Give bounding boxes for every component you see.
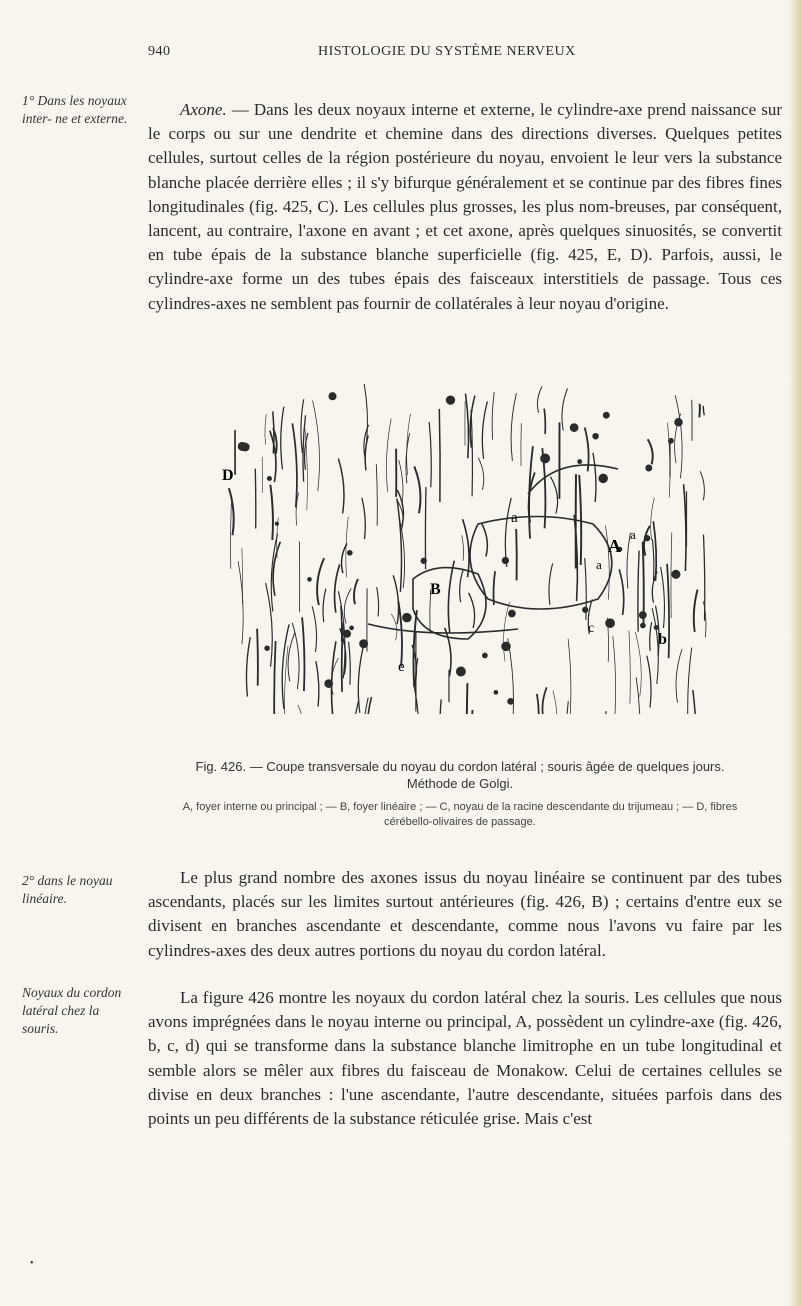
fiber-stroke — [471, 410, 472, 497]
fiber-stroke — [469, 593, 475, 628]
cell-body — [348, 551, 353, 556]
fiber-stroke — [349, 642, 351, 685]
fiber-stroke — [650, 622, 652, 651]
fiber-stroke — [629, 631, 630, 704]
label-D: D — [222, 467, 234, 484]
fiber-stroke — [505, 498, 511, 567]
fiber-stroke — [668, 423, 671, 498]
fiber-stroke — [516, 529, 517, 580]
cell-body — [267, 477, 271, 481]
fiber-stroke — [246, 637, 250, 697]
fiber-stroke — [338, 459, 344, 514]
fiber-stroke — [425, 487, 426, 569]
paragraph-noyau-lineaire: Le plus grand nombre des axones issus du noyau linéaire se continuent par des tubes ascendants, placés sur les limites surtout antérieures (fig. 426, B) ; certains d'entre eux se divisent en branches ascendante et descendante, comme nous l'avons vu faire par les cylindres-axes des deux autres portions du noyau du cordon latéral. — [148, 868, 782, 960]
fiber-stroke — [445, 628, 451, 677]
cell-body — [541, 454, 550, 463]
fiber-stroke — [504, 602, 510, 661]
fiber-stroke — [342, 622, 344, 691]
fiber-stroke — [579, 475, 581, 565]
cell-body — [457, 667, 466, 676]
cell-body — [646, 465, 652, 471]
fiber-stroke — [270, 485, 273, 540]
margin-bullet-icon: • — [30, 1258, 34, 1269]
running-title: HISTOLOGIE DU SYSTÈME NERVEUX — [318, 44, 576, 59]
cell-body — [325, 680, 333, 688]
fiber-stroke — [460, 569, 464, 602]
fiber-stroke — [257, 629, 258, 686]
page-edge — [789, 0, 801, 1306]
label-a-1: a — [511, 510, 518, 526]
fiber-stroke — [270, 431, 276, 482]
fiber-stroke — [551, 477, 558, 514]
fiber-stroke — [397, 499, 402, 592]
fiber-stroke — [688, 648, 692, 734]
fiber-stroke — [562, 388, 568, 430]
fiber-stroke — [429, 422, 431, 488]
fiber-stroke — [365, 436, 368, 471]
label-c: c — [588, 621, 595, 636]
cell-body — [593, 434, 598, 439]
cell-body — [606, 619, 615, 628]
fiber-stroke — [542, 687, 546, 719]
fiber-stroke — [292, 423, 297, 507]
fiber-stroke — [354, 701, 359, 734]
fiber-stroke — [676, 649, 682, 703]
cell-body — [248, 399, 257, 408]
margin-note-3: Noyaux du cordon latéral chez la souris. — [22, 985, 122, 1036]
fiber-stroke — [414, 466, 420, 513]
fiber-stroke — [544, 409, 545, 434]
fiber-stroke — [313, 401, 320, 492]
fiber-stroke — [698, 386, 700, 418]
cell-body — [639, 612, 646, 619]
margin-note-2: 2° dans le noyau linéaire. — [22, 873, 113, 906]
fiber-stroke — [274, 641, 275, 731]
nerve-fibers — [229, 384, 707, 734]
fiber-stroke — [467, 683, 468, 734]
cell-body — [265, 646, 269, 650]
cell-body — [599, 474, 607, 482]
cell-body — [421, 558, 426, 563]
fiber-stroke — [472, 710, 473, 734]
fiber-stroke — [298, 705, 303, 734]
cell-body — [509, 610, 516, 617]
fiber-stroke — [613, 636, 616, 717]
cell-body — [350, 626, 354, 630]
cell-body — [446, 396, 454, 404]
fiber-stroke — [593, 453, 596, 502]
label-B: B — [430, 581, 441, 598]
cell-body — [238, 442, 246, 450]
fiber-stroke — [439, 409, 440, 502]
fiber-stroke — [377, 587, 379, 616]
page-header — [0, 44, 801, 64]
fiber-stroke — [619, 569, 624, 615]
fiber-stroke — [700, 471, 704, 500]
cell-body — [344, 630, 351, 637]
fiber-stroke — [376, 464, 377, 525]
fiber-stroke — [362, 498, 365, 539]
label-b: b — [658, 631, 667, 648]
fiber-stroke — [693, 690, 697, 734]
fiber-stroke — [358, 642, 364, 713]
fiber-stroke — [466, 394, 469, 459]
label-A: A — [608, 536, 621, 556]
fiber-stroke — [478, 458, 483, 490]
cell-body — [669, 438, 674, 443]
fiber-stroke — [288, 632, 295, 681]
fiber-stroke — [549, 563, 553, 604]
paragraph-cordon-lateral: La figure 426 montre les noyaux du cordon latéral chez la souris. Les cellules que nous avons imprégnées dans le noyau interne ou principal, A, possèdent un cylindre-axe (fig. 426, b, c, d) qui se transforme dans la substance blanche limitrophe en un tube longitudinal et semble alors se mêler aux fibres du faisceau de Monakow. Celui de certaines cellules se divise en deux branches : l'une ascendante, l'autre descendante, situées parfois dans des points un peu différents de la substance réticulée grise. Mais c'est — [148, 988, 782, 1129]
cell-body — [641, 623, 646, 628]
cell-body — [570, 424, 578, 432]
fiber-stroke — [242, 548, 243, 604]
cell-body — [578, 460, 582, 464]
cell-body — [308, 578, 312, 582]
fiber-stroke — [312, 606, 316, 652]
cell-body — [645, 536, 650, 541]
cell-body — [583, 607, 588, 612]
cell-body — [483, 653, 488, 658]
fiber-stroke — [492, 392, 494, 440]
cell-body — [603, 412, 609, 418]
cell-body — [508, 699, 514, 705]
paragraph-axone-text: — Dans les deux noyaux interne et externe, le cylindre-axe prend naissance sur le corps ou sur une dendrite et chemine dans des directions diverses. Quelques petites cellules, surtout celles de la région postérieure du noyau, envoient le leur vers la substance blanche placée derrière elles ; il s'y bifurque généralement et se continue par des fibres fines longitudinales (fig. 425, C). Les cellules plus grosses, les plus nom-breuses, par conséquent, lancent, au contraire, l'axone en avant ; et cet axone, après quelques sinuosités, se convertit en tube épais de la substance blanche superficielle (fig. 425, E, D). Parfois, aussi, le cylindre-axe forme un des tubes épais des faisceaux interstitiels de passage. Tous ces cylindres-axes ne semblent pas fournir de collatérales à leur noyau d'origine. — [148, 100, 782, 313]
fiber-stroke — [386, 419, 391, 492]
cell-body — [675, 419, 682, 426]
cell-body — [502, 557, 508, 563]
fiber-stroke — [636, 677, 640, 734]
fiber-stroke — [317, 558, 324, 605]
fiber-stroke — [406, 433, 410, 483]
paragraph-axone — [148, 98, 782, 316]
fiber-stroke — [285, 646, 288, 734]
fiber-stroke — [393, 575, 398, 624]
fiber-stroke — [316, 661, 319, 707]
fiber-stroke — [462, 535, 464, 560]
fiber-stroke — [354, 579, 358, 604]
cell-body — [360, 640, 368, 648]
fiber-stroke — [667, 564, 669, 658]
fiber-stroke — [661, 567, 665, 628]
fiber-stroke — [566, 701, 568, 734]
fiber-stroke — [332, 641, 336, 715]
fiber-stroke — [647, 656, 651, 708]
fiber-stroke — [675, 395, 682, 478]
fiber-stroke — [482, 401, 487, 458]
fiber-stroke — [703, 389, 707, 416]
cell-body — [494, 691, 498, 695]
page-number: 940 — [148, 44, 171, 59]
fiber-stroke — [335, 565, 340, 613]
figure-426 — [198, 374, 718, 734]
fiber-stroke — [638, 551, 639, 632]
fiber-stroke — [362, 698, 368, 734]
fiber-stroke — [440, 699, 441, 734]
fiber-stroke — [511, 393, 516, 461]
fiber-stroke — [692, 387, 693, 441]
fiber-stroke — [494, 571, 496, 605]
cell-body — [275, 522, 278, 525]
figure-caption: Fig. 426. — Coupe transversale du noyau du cordon latéral ; souris âgée de quelques jours. Méthode de Golgi. — [195, 759, 725, 791]
fiber-stroke — [553, 691, 557, 729]
paragraph-lead: Axone. — [180, 100, 227, 119]
fiber-stroke — [265, 407, 268, 445]
fiber-stroke — [508, 638, 514, 731]
fiber-stroke — [448, 561, 454, 633]
cell-body — [403, 613, 411, 621]
fiber-stroke — [391, 614, 397, 641]
histology-drawing — [198, 374, 718, 734]
cell-body — [672, 570, 680, 578]
cell-body — [502, 642, 510, 650]
fiber-stroke — [652, 539, 654, 581]
cell-body — [329, 393, 336, 400]
fiber-stroke — [302, 617, 304, 691]
fiber-stroke — [684, 484, 686, 571]
fiber-stroke — [648, 439, 653, 464]
fiber-stroke — [482, 523, 488, 556]
cell-body — [654, 626, 658, 630]
figure-legend: A, foyer interne ou principal ; — B, foyer linéaire ; — C, noyau de la racine descendante du trijumeau ; — D, fibres cérébello-olivaires de passage. — [182, 801, 738, 828]
margin-note-1: 1° Dans les noyaux inter- ne et externe. — [22, 93, 128, 126]
fiber-stroke — [651, 498, 655, 540]
fiber-stroke — [537, 387, 542, 413]
fiber-stroke — [323, 589, 326, 622]
fiber-stroke — [537, 694, 539, 725]
fiber-stroke — [694, 590, 698, 632]
label-a-2: a — [596, 557, 602, 572]
fiber-stroke — [346, 517, 348, 578]
fiber-stroke — [635, 632, 641, 697]
label-e: e — [398, 659, 405, 675]
label-a-3: a — [630, 527, 636, 542]
fiber-stroke — [344, 588, 351, 623]
fiber-stroke — [281, 389, 288, 469]
fiber-stroke — [292, 623, 299, 689]
fiber-stroke — [231, 503, 232, 569]
